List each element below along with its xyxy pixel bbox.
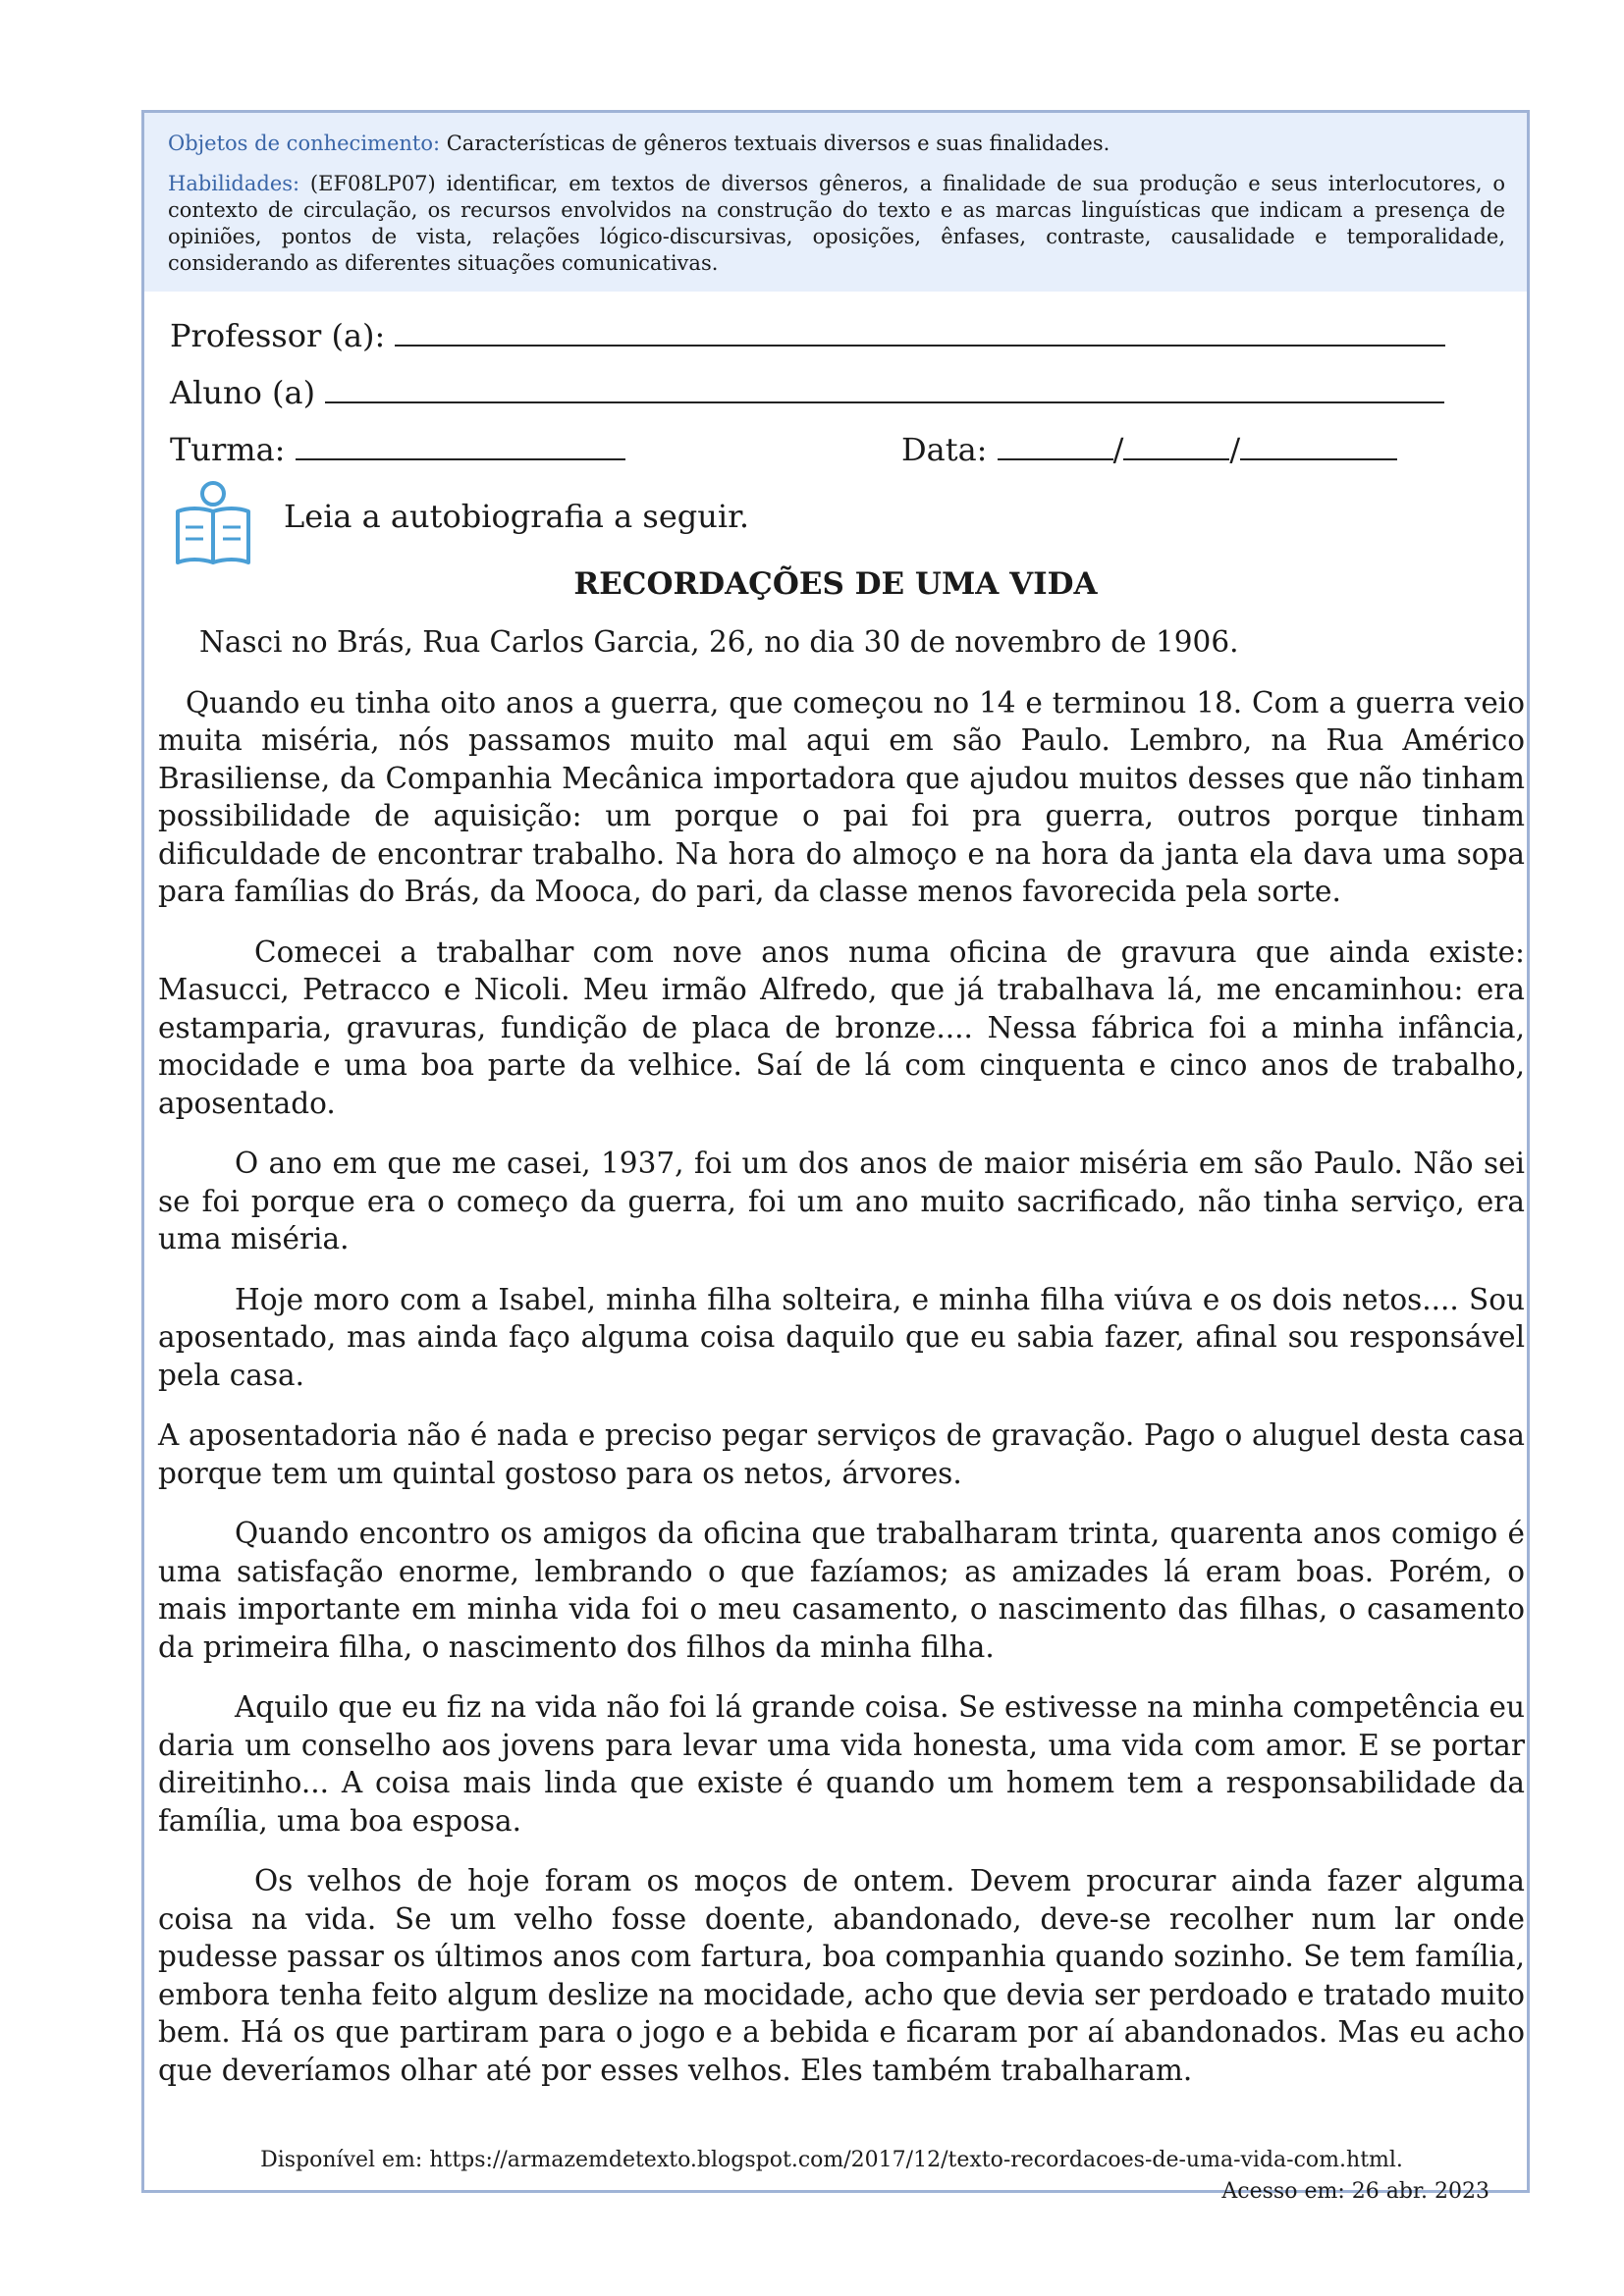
reader-icon xyxy=(174,478,252,572)
text-title: RECORDAÇÕES DE UMA VIDA xyxy=(573,566,1098,602)
data-day-line[interactable] xyxy=(998,429,1113,460)
header-box xyxy=(144,113,1527,292)
data-row xyxy=(901,429,1397,468)
professor-row xyxy=(170,315,1445,354)
aluno-label: Aluno (a) xyxy=(170,374,316,411)
habilidades-label: Habilidades: xyxy=(168,172,300,195)
autobiography-text xyxy=(158,623,1525,2111)
data-year-line[interactable] xyxy=(1240,429,1397,460)
paragraph: Aquilo que eu fiz na vida não foi lá grande coisa. Se estivesse na minha competência eu daria um conselho aos jovens para levar uma vida honesta, uma vida com amor. E se portar direitinho... A coisa mais linda que existe é quando um homem tem a responsabilidade da família, uma boa esposa. xyxy=(158,1690,1525,1838)
professor-line[interactable] xyxy=(395,315,1445,347)
paragraph: O ano em que me casei, 1937, foi um dos anos de maior miséria em são Paulo. Não sei se foi porque era o começo da guerra, foi um ano muito sacrificado, não tinha serviço, era uma miséria. xyxy=(158,1147,1525,1255)
source-url: Disponível em: https://armazemdetexto.blogspot.com/2017/12/texto-recordacoes-de-uma-vida-com.html. xyxy=(260,2148,1403,2172)
objetos-label: Objetos de conhecimento: xyxy=(168,132,441,155)
paragraph: Quando encontro os amigos da oficina que trabalharam trinta, quarenta anos comigo é uma satisfação enorme, lembrando o que fazíamos; as amizades lá eram boas. Porém, o mais importante em minha vida foi o meu casamento, o nascimento das filhas, o casamento da primeira filha, o nascimento dos filhos da minha filha. xyxy=(158,1517,1525,1664)
paragraph: Os velhos de hoje foram os moços de ontem. Devem procurar ainda fazer alguma coisa na vida. Se um velho fosse doente, abandonado, deve-se recolher num lar onde pudesse passar os últimos anos com fartura, boa companhia quando sozinho. Se tem família, embora tenha feito algum deslize na mocidade, acho que devia ser perdoado e tratado muito bem. Há os que partiram para o jogo e a bebida e ficaram por aí abandonados. Mas eu acho que deveríamos olhar até por esses velhos. Eles também trabalharam. xyxy=(158,1864,1525,2087)
source-citation xyxy=(144,2145,1489,2208)
paragraph: Hoje moro com a Isabel, minha filha solteira, e minha filha viúva e os dois netos.... Sou aposentado, mas ainda faço alguma coisa daquilo que eu sabia fazer, afinal sou responsável pela casa. xyxy=(158,1282,1525,1392)
paragraph: Comecei a trabalhar com nove anos numa oficina de gravura que ainda existe: Masucci, Petracco e Nicoli. Meu irmão Alfredo, que já trabalhava lá, me encaminhou: era estamparia, gravuras, fundição de placa de bronze.... Nessa fábrica foi a minha infância, mocidade e uma boa parte da velhice. Saí de lá com cinquenta e cinco anos de trabalho, aposentado. xyxy=(158,934,1525,1120)
reading-instruction: Leia a autobiografia a seguir. xyxy=(284,498,750,535)
habilidades-text: (EF08LP07) identificar, em textos de diversos gêneros, a finalidade de sua produção e seus interlocutores, o contexto de circulação, os recursos envolvidos na construção do texto e as marcas linguísticas que indicam a presença de opiniões, pontos de vista, relações lógico-discursivas, oposições, ênfases, contraste, causalidade e temporalidade, considerando as diferentes situações comunicativas. xyxy=(168,172,1505,275)
aluno-line[interactable] xyxy=(325,372,1444,403)
objetos-paragraph xyxy=(168,131,1505,157)
access-date: Acesso em: 26 abr. 2023 xyxy=(1221,2179,1489,2204)
professor-label: Professor (a): xyxy=(170,317,386,354)
data-label: Data: xyxy=(901,431,988,468)
worksheet-frame xyxy=(141,110,1530,2204)
turma-label: Turma: xyxy=(170,431,286,468)
objetos-text: Características de gêneros textuais diversos e suas finalidades. xyxy=(440,132,1110,155)
turma-line[interactable] xyxy=(296,429,625,460)
habilidades-paragraph xyxy=(168,171,1505,277)
aluno-row xyxy=(170,372,1444,411)
date-slash: / xyxy=(1229,431,1241,468)
paragraph: Nasci no Brás, Rua Carlos Garcia, 26, no dia 30 de novembro de 1906. xyxy=(199,625,1239,659)
paragraph: Quando eu tinha oito anos a guerra, que começou no 14 e terminou 18. Com a guerra veio muita miséria, nós passamos muito mal aqui em são Paulo. Lembro, na Rua Américo Brasiliense, da Companhia Mecânica importadora que ajudou muitos desses que não tinham possibilidade de aquisição: um porque o pai foi pra guerra, outros porque tinham dificuldade de encontrar trabalho. Na hora do almoço e na hora da janta ela dava uma sopa para famílias do Brás, da Mooca, do pari, da classe menos favorecida pela sorte. xyxy=(158,685,1525,908)
data-month-line[interactable] xyxy=(1123,429,1229,460)
paragraph: A aposentadoria não é nada e preciso pegar serviços de gravação. Pago o aluguel desta casa porque tem um quintal gostoso para os netos, árvores. xyxy=(158,1418,1525,1490)
date-slash: / xyxy=(1112,431,1124,468)
turma-row xyxy=(170,429,625,468)
